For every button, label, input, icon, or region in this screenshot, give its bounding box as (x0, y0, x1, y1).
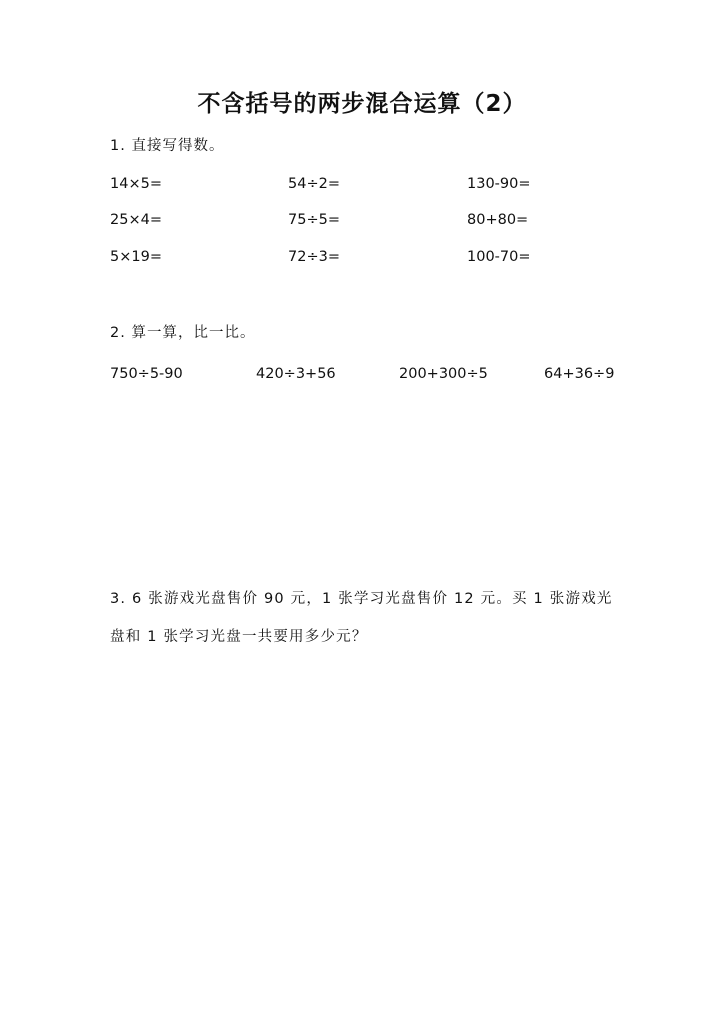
exercise-item: 72÷3= (288, 249, 340, 265)
exercise-item: 130-90= (467, 176, 531, 192)
exercise-item: 5×19= (110, 249, 162, 265)
exercise-row-1 (110, 174, 670, 194)
word-problem: 3. 6 张游戏光盘售价 90 元，1 张学习光盘售价 12 元。买 1 张游戏光盘和 1 张学习光盘一共要用多少元？ (110, 591, 613, 645)
compare-item: 750÷5-90 (110, 366, 183, 382)
exercise-item: 14×5= (110, 176, 162, 192)
exercise-item: 100-70= (467, 249, 531, 265)
section-2-heading: 2. 算一算，比一比。 (110, 325, 256, 341)
compare-item: 64+36÷9 (544, 366, 615, 382)
exercise-item: 54÷2= (288, 176, 340, 192)
compare-row (110, 364, 670, 384)
exercise-item: 25×4= (110, 212, 162, 228)
page-title: 不含括号的两步混合运算（2） (197, 91, 527, 117)
exercise-item: 80+80= (467, 212, 529, 228)
section-1-heading: 1. 直接写得数。 (110, 138, 225, 154)
exercise-item: 75÷5= (288, 212, 340, 228)
exercise-row-2 (110, 210, 670, 230)
compare-item: 200+300÷5 (399, 366, 488, 382)
exercise-row-3 (110, 247, 670, 267)
compare-item: 420÷3+56 (256, 366, 336, 382)
